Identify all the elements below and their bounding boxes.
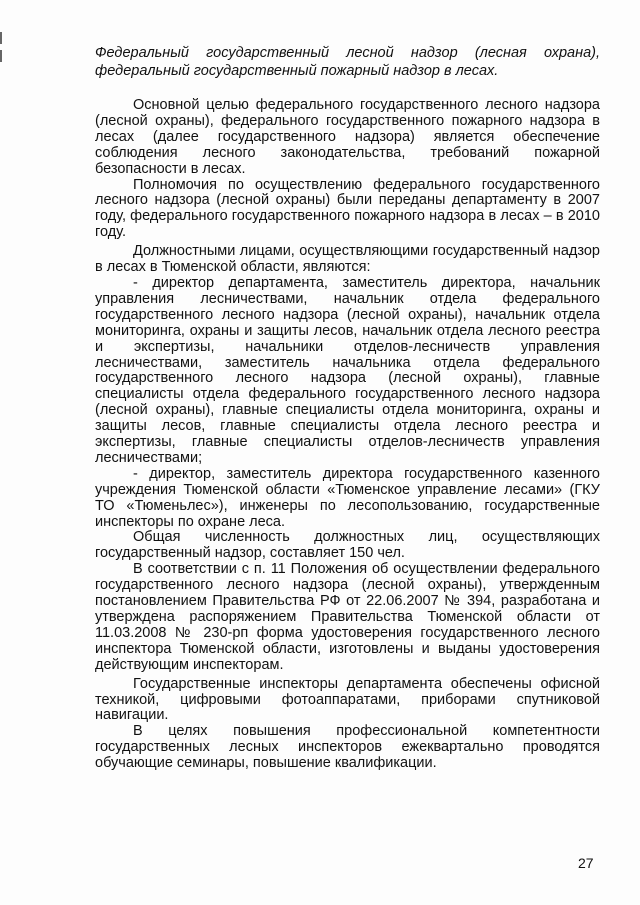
list-item: - директор, заместитель директора государственного казенного учреждения Тюменской области «Тюменское управление лесами» (ГКУ ТО «Тюменьлес»), инженеры по лесопользованию, государственные инспекторы по охране леса. [95, 465, 600, 530]
section-heading: Федеральный государственный лесной надзор (лесная охрана), федеральный государственный пожарный надзор в лесах. [95, 45, 600, 79]
document-body [95, 98, 600, 772]
scan-artifact-mark [0, 50, 2, 62]
paragraph: Полномочия по осуществлению федерального государственного лесного надзора (лесной охраны) были переданы департаменту в 2007 году, федерального государственного пожарного надзора в лесах – в 2010 году. [95, 176, 600, 241]
paragraph: Должностными лицами, осуществляющими государственный надзор в лесах в Тюменской области, являются: [95, 243, 600, 276]
paragraph: В целях повышения профессиональной компетентности государственных лесных инспекторов ежеквартально проводятся обучающие семинары, повышение квалификации. [95, 723, 600, 772]
list-item: - директор департамента, заместитель директора, начальник управления лесничествами, начальник отдела федерального государственного лесного надзора (лесной охраны), начальник отдела мониторинга, охраны и защиты лесов, начальник отдела лесного реестра и экспертизы, начальники отделов-лесничеств управления лесничествами, заместитель начальника отдела федерального государственного лесного надзора (лесной охраны), главные специалисты отдела федерального государственного лесного надзора (лесной охраны), главные специалисты отдела мониторинга, охраны и защиты лесов, главные специалисты отдела лесного реестра и экспертизы, главные специалисты отделов-лесничеств управления лесничествами; [95, 274, 600, 466]
paragraph: Государственные инспекторы департамента обеспечены офисной техникой, цифровыми фотоаппаратами, приборами спутниковой навигации. [95, 675, 600, 724]
scan-artifact-mark [0, 32, 2, 44]
paragraph: В соответствии с п. 11 Положения об осуществлении федерального государственного лесного надзора (лесной охраны), утвержденным постановлением Правительства РФ от 22.06.2007 № 394, разработана и утверждена распоряжением Правительства Тюменской области от 11.03.2008 № 230-рп форма удостоверения государственного лесного инспектора Тюменской области, изготовлены и выданы удостоверения действующим инспекторам. [95, 561, 600, 673]
page-number: 27 [578, 855, 594, 871]
paragraph: Основной целью федерального государственного лесного надзора (лесной охраны), федерального государственного пожарного надзора в лесах (далее государственного надзора) является обеспечение соблюдения лесного законодательства, требований пожарной безопасности в лесах. [95, 97, 600, 177]
paragraph: Общая численность должностных лиц, осуществляющих государственный надзор, составляет 150 чел. [95, 529, 600, 562]
